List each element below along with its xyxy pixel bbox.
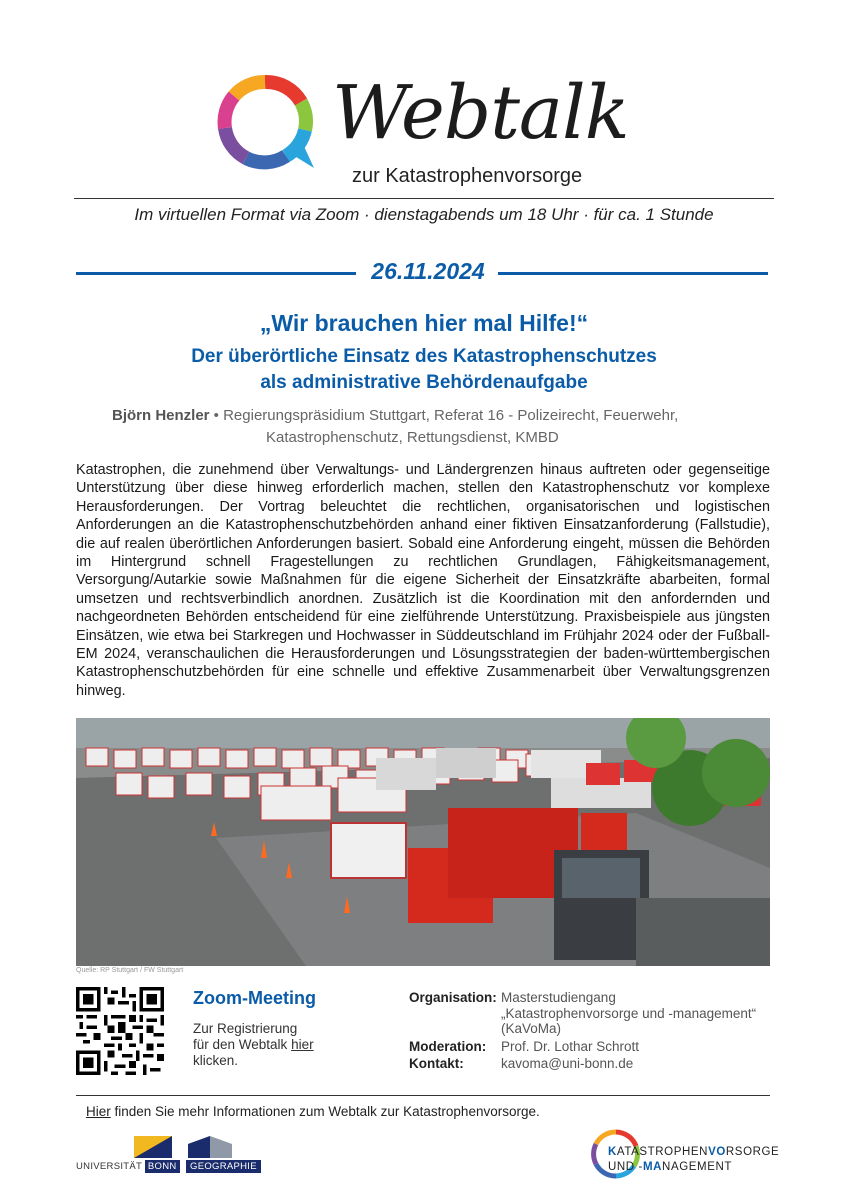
info-block <box>409 990 756 1072</box>
university-wordmark <box>76 1160 180 1173</box>
header <box>0 60 848 190</box>
format-line: Im virtuellen Format via Zoom · dienstagabends um 18 Uhr · für ca. 1 Stunde <box>134 205 714 224</box>
logo-title: Webtalk <box>332 70 629 156</box>
organisation-line3: (KaVoMa) <box>501 1021 562 1036</box>
contact-row <box>409 1056 756 1072</box>
zoom-line1: Zur Registrierung <box>193 1021 298 1036</box>
organisation-line2: „Katastrophenvorsorge und -management“ <box>501 1005 757 1021</box>
uni-prefix: UNIVERSITÄT <box>76 1161 142 1172</box>
event-date: 26.11.2024 <box>371 258 485 284</box>
contact-label: Kontakt: <box>409 1056 464 1071</box>
kav-ma: MA <box>642 1161 663 1173</box>
zoom-meeting-title: Zoom-Meeting <box>193 988 316 1008</box>
contact-email[interactable]: kavoma@uni-bonn.de <box>501 1056 634 1071</box>
speech-bubble-logo-icon <box>206 72 324 172</box>
zoom-line2 <box>193 1037 314 1053</box>
organisation-line1: Masterstudiengang <box>501 990 616 1005</box>
organisation-value <box>501 990 756 1037</box>
more-info-link[interactable]: Hier <box>86 1104 111 1119</box>
moderation-row <box>409 1039 756 1055</box>
kav-und: UND - <box>608 1161 643 1173</box>
kav-nagement: NAGEMENT <box>662 1161 733 1173</box>
moderation-label: Moderation: <box>409 1038 487 1054</box>
kav-k: K <box>608 1146 617 1158</box>
speaker-affiliation-line2: Katastrophenschutz, Rettungsdienst, KMBD <box>266 429 559 446</box>
registration-link[interactable]: hier <box>291 1037 314 1052</box>
zoom-registration-text <box>193 1021 314 1069</box>
geographie-wordmark: GEOGRAPHIE <box>186 1160 261 1173</box>
event-subtitle-line1: Der überörtliche Einsatz des Katastrophenschutzes <box>191 346 657 367</box>
divider <box>74 198 774 199</box>
kavoma-line2 <box>608 1161 732 1173</box>
zoom-line3: klicken. <box>193 1053 239 1068</box>
event-title: „Wir brauchen hier mal Hilfe!“ <box>259 310 589 336</box>
speaker-affiliation-line1: • Regierungspräsidium Stuttgart, Referat 16 - Polizeirecht, Feuerwehr, <box>209 407 679 424</box>
more-info-text: finden Sie mehr Informationen zum Webtalk zur Katastrophenvorsorge. <box>110 1104 540 1119</box>
qr-code-icon[interactable] <box>76 987 164 1075</box>
speaker-name: Björn Henzler <box>112 407 210 424</box>
more-info-line <box>86 1104 540 1119</box>
kav-vo: VO <box>708 1146 726 1158</box>
emergency-vehicles-photo <box>76 718 770 966</box>
moderation-value: Prof. Dr. Lothar Schrott <box>501 1038 640 1054</box>
logo-subtitle: zur Katastrophenvorsorge <box>352 165 583 187</box>
date-row <box>76 258 768 288</box>
date-line-left <box>76 272 356 275</box>
event-subtitle-line2: als administrative Behördenaufgabe <box>260 372 588 393</box>
kavoma-line1 <box>608 1146 779 1158</box>
event-subtitle <box>0 344 848 396</box>
uni-bonn: BONN <box>145 1160 180 1173</box>
divider-bottom <box>76 1095 770 1096</box>
speaker <box>112 405 772 449</box>
photo-credit: Quelle: RP Stuttgart / FW Stuttgart <box>76 967 184 974</box>
abstract-text: Katastrophen, die zunehmend über Verwaltungs- und Ländergrenzen hinaus auftreten oder gegenseitige Unterstützung über diese hinweg erforderlich machen, stellen den Katastrophenschutz vor komplexe Herausforderungen. Der Vortrag beleuchtet die rechtlichen, organisatorischen und logistischen Anforderungen an die Katastrophenschutzbehörden anhand einer fiktiven Einsatzanforderung (Fallstudie), die auf realen überörtlichen Anforderungen basiert. Sobald eine Anforderung eingeht, müssen die Behörden im Hintergrund schnell Fragestellungen zu rechtlichen Grundlagen, Fähigkeitsmanagement, Versorgung/Autarkie sowie Maßnahmen für die eigene Sicherheit der Einsatzkräfte abarbeiten, formal umsetzen und rechtsverbindlich anordnen. Zusätzlich ist die Koordination mit den anfordernden und nachgeordneten Behörden entscheidend für eine zielführende Unterstützung. Praxisbeispiele aus jüngsten Einsätzen, wie etwa bei Starkregen und Hochwasser in Süddeutschland im Frühjahr 2024 oder der Fußball-EM 2024, veranschaulichen die Herausforderungen und Lösungsstrategien der baden-württembergischen Katastrophenschutzbehörden für eine schnelle und effektive Zusammenarbeit über Verwaltungsgrenzen hinweg. <box>76 462 770 699</box>
kav-rsorge: RSORGE <box>725 1146 780 1158</box>
zoom-line2-prefix: für den Webtalk <box>193 1037 292 1052</box>
kav-atastrophen: ATASTROPHEN <box>616 1146 709 1158</box>
organisation-label: Organisation: <box>409 990 497 1005</box>
date-line-right <box>498 272 768 275</box>
organisation-row <box>409 990 756 1037</box>
